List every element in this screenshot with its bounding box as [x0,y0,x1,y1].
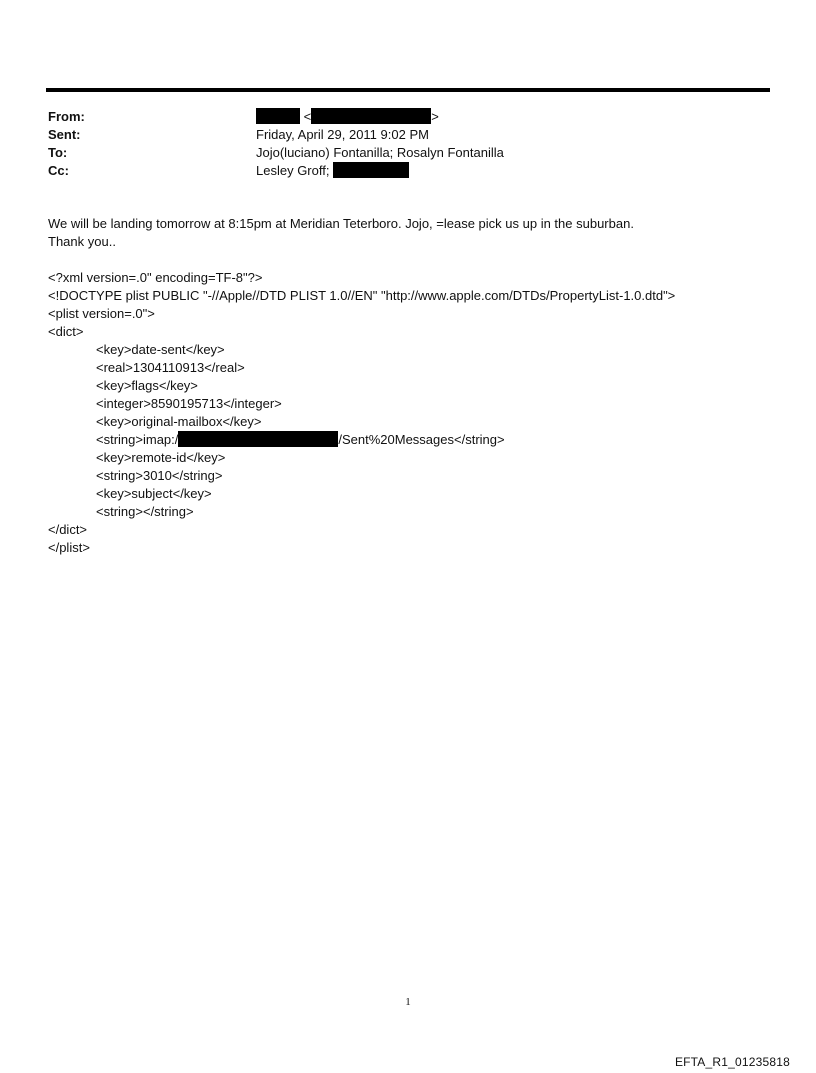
cc-value-wrap [256,162,409,180]
plist-line: <key>flags</key> [96,378,198,393]
document-id: EFTA_R1_01235818 [674,1055,790,1069]
plist-block [48,269,768,557]
email-header [48,108,748,180]
cc-label: Cc: [48,163,69,178]
plist-line: <plist version=.0"> [48,306,155,321]
sent-label: Sent: [48,127,81,142]
page-number: 1 [405,996,411,1008]
plist-line: </plist> [48,540,90,555]
from-lt: < [303,109,312,124]
plist-imap-end: /Sent%20Messages</string> [338,432,505,447]
cc-value: Lesley Groff; [256,163,330,178]
to-label: To: [48,145,68,160]
from-row [48,108,748,126]
cc-row [48,162,748,180]
plist-line: <integer>8590195713</integer> [96,396,282,411]
plist-line: <dict> [48,324,84,339]
body-line: We will be landing tomorrow at 8:15pm at Meridian Teterboro. Jojo, =lease pick us up in the suburban. [48,216,634,231]
plist-line: <!DOCTYPE plist PUBLIC "-//Apple//DTD PLIST 1.0//EN" "http://www.apple.com/DTDs/PropertyList-1.0.dtd"> [48,288,676,303]
body-line: Thank you.. [48,234,116,249]
redaction-box [333,162,409,178]
from-label: From: [48,109,85,124]
to-value: Jojo(luciano) Fontanilla; Rosalyn Fontanilla [256,145,504,160]
to-row [48,144,748,162]
plist-line: <key>remote-id</key> [96,450,226,465]
plist-line: <key>original-mailbox</key> [96,414,262,429]
sent-value: Friday, April 29, 2011 9:02 PM [256,127,429,142]
from-value [256,108,439,126]
plist-line: <key>subject</key> [96,486,212,501]
redaction-box [311,108,431,124]
redaction-box [256,108,300,124]
sent-row [48,126,748,144]
plist-line: <real>1304110913</real> [96,360,245,375]
redaction-box [178,431,338,447]
from-gt: > [431,109,439,124]
email-body [48,215,768,251]
plist-line: </dict> [48,522,88,537]
plist-line: <string></string> [96,504,194,519]
plist-imap-start: <string>imap:/ [96,432,179,447]
plist-line: <key>date-sent</key> [96,342,225,357]
header-rule [46,88,770,92]
plist-line-imap [48,431,768,449]
plist-line: <string>3010</string> [96,468,223,483]
plist-line: <?xml version=.0" encoding=TF-8"?> [48,270,263,285]
